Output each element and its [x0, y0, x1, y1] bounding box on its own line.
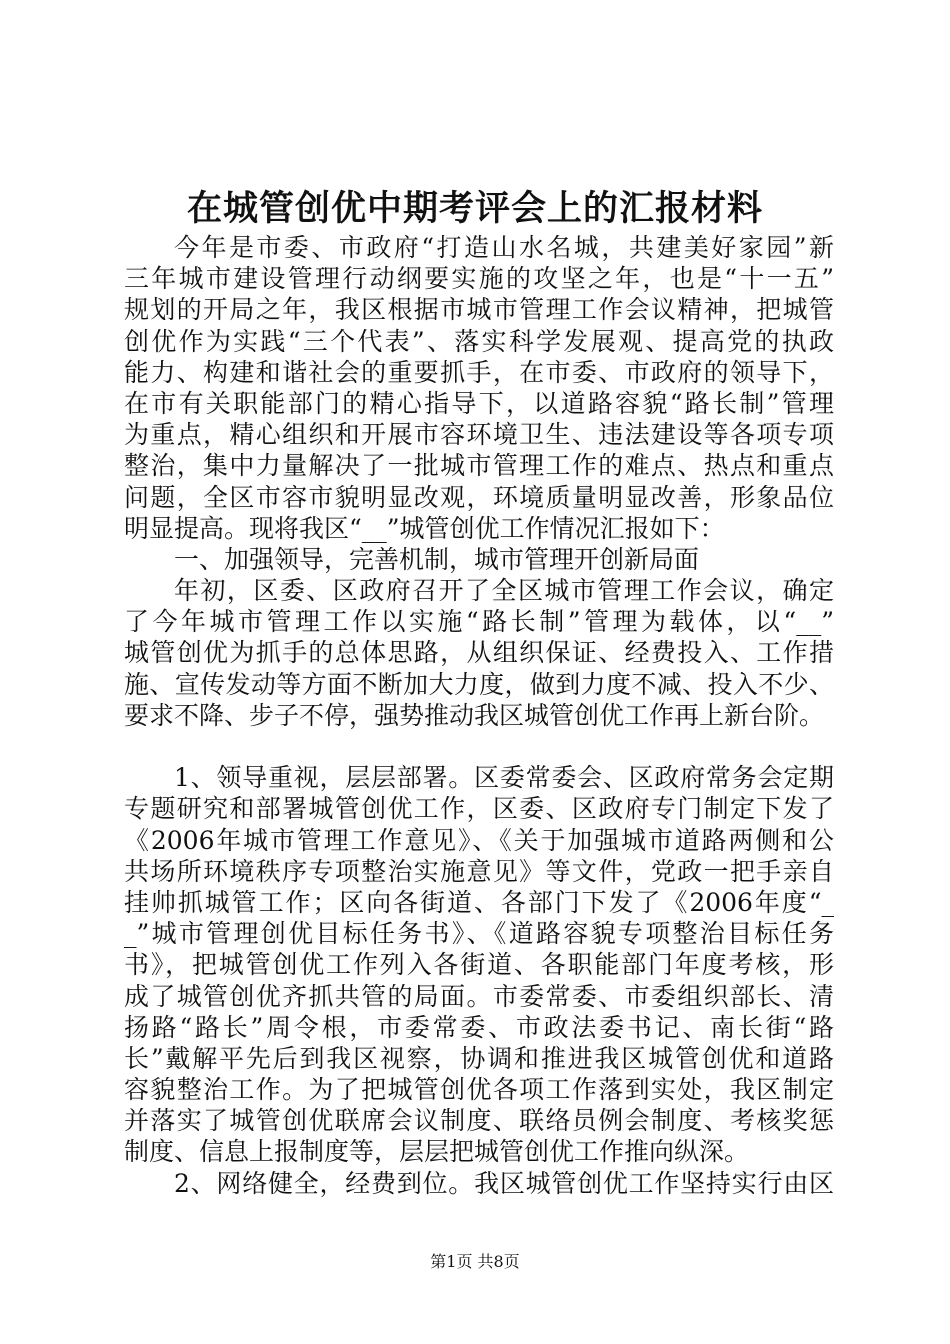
document-title: 在城管创优中期考评会上的汇报材料: [186, 188, 763, 229]
text-line: 《2006年城市管理工作意见》、《关于加强城市道路两侧和公: [124, 825, 834, 855]
text-line: 整治，集中力量解决了一批城市管理工作的难点、热点和重点: [124, 451, 834, 481]
text-line: 为重点，精心组织和开展市容环境卫生、违法建设等各项专项: [124, 420, 834, 450]
text-line: _”城市管理创优目标任务书》、《道路容貌专项整治目标任务: [124, 919, 834, 949]
text-line: 创优作为实践“三个代表”、落实科学发展观、提高党的执政: [124, 326, 834, 356]
text-line: 城管创优为抓手的总体思路，从组织保证、经费投入、工作措: [124, 638, 834, 668]
text-line: 年初，区委、区政府召开了全区城市管理工作会议，确定: [174, 576, 834, 606]
text-line: 挂帅抓城管工作；区向各街道、各部门下发了《2006年度“_: [124, 887, 834, 917]
text-line: 制度、信息上报制度等，层层把城管创优工作推向纵深。: [124, 1137, 750, 1167]
text-line: 了今年城市管理工作以实施“路长制”管理为载体，以“__”: [124, 607, 834, 637]
text-line: 能力、构建和谐社会的重要抓手，在市委、市政府的领导下，: [124, 357, 834, 387]
text-line: 在市有关职能部门的精心指导下，以道路容貌“路长制”管理: [124, 388, 834, 418]
text-line: 书》，把城管创优工作列入各街道、各职能部门年度考核，形: [124, 950, 834, 980]
text-line: 明显提高。现将我区“__”城管创优工作情况汇报如下：: [124, 513, 725, 543]
page-footer: 第1页 共8页: [430, 1252, 520, 1271]
text-line: 规划的开局之年，我区根据市城市管理工作会议精神，把城管: [124, 295, 834, 325]
text-line: 一、加强领导，完善机制，城市管理开创新局面: [174, 544, 700, 574]
text-line: 专题研究和部署城管创优工作，区委、区政府专门制定下发了: [124, 794, 834, 824]
blank-line: [124, 731, 834, 762]
text-line: 问题，全区市容市貌明显改观，环境质量明显改善，形象品位: [124, 482, 834, 512]
text-line: 1、领导重视，层层部署。区委常委会、区政府常务会定期: [174, 763, 834, 793]
document-body: [124, 232, 834, 1199]
text-line: 并落实了城管创优联席会议制度、联络员例会制度、考核奖惩: [124, 1106, 834, 1136]
text-line: 容貌整治工作。为了把城管创优各项工作落到实处，我区制定: [124, 1075, 834, 1105]
text-line: 长”戴解平先后到我区视察，协调和推进我区城管创优和道路: [124, 1043, 834, 1073]
text-line: 今年是市委、市政府“打造山水名城，共建美好家园”新: [174, 233, 834, 262]
text-line: 施、宣传发动等方面不断加大力度，做到力度不减、投入不少、: [124, 669, 834, 699]
text-line: 共场所环境秩序专项整治实施意见》等文件，党政一把手亲自: [124, 856, 834, 886]
text-line: 要求不降、步子不停，强势推动我区城管创优工作再上新台阶。: [124, 700, 825, 730]
text-line: 三年城市建设管理行动纲要实施的攻坚之年，也是“十一五”: [124, 264, 834, 294]
text-line: 2、网络健全，经费到位。我区城管创优工作坚持实行由区: [174, 1168, 834, 1198]
text-line: 扬路“路长”周令根，市委常委、市政法委书记、南长街“路: [124, 1012, 834, 1042]
text-line: 成了城管创优齐抓共管的局面。市委常委、市委组织部长、清: [124, 981, 834, 1011]
